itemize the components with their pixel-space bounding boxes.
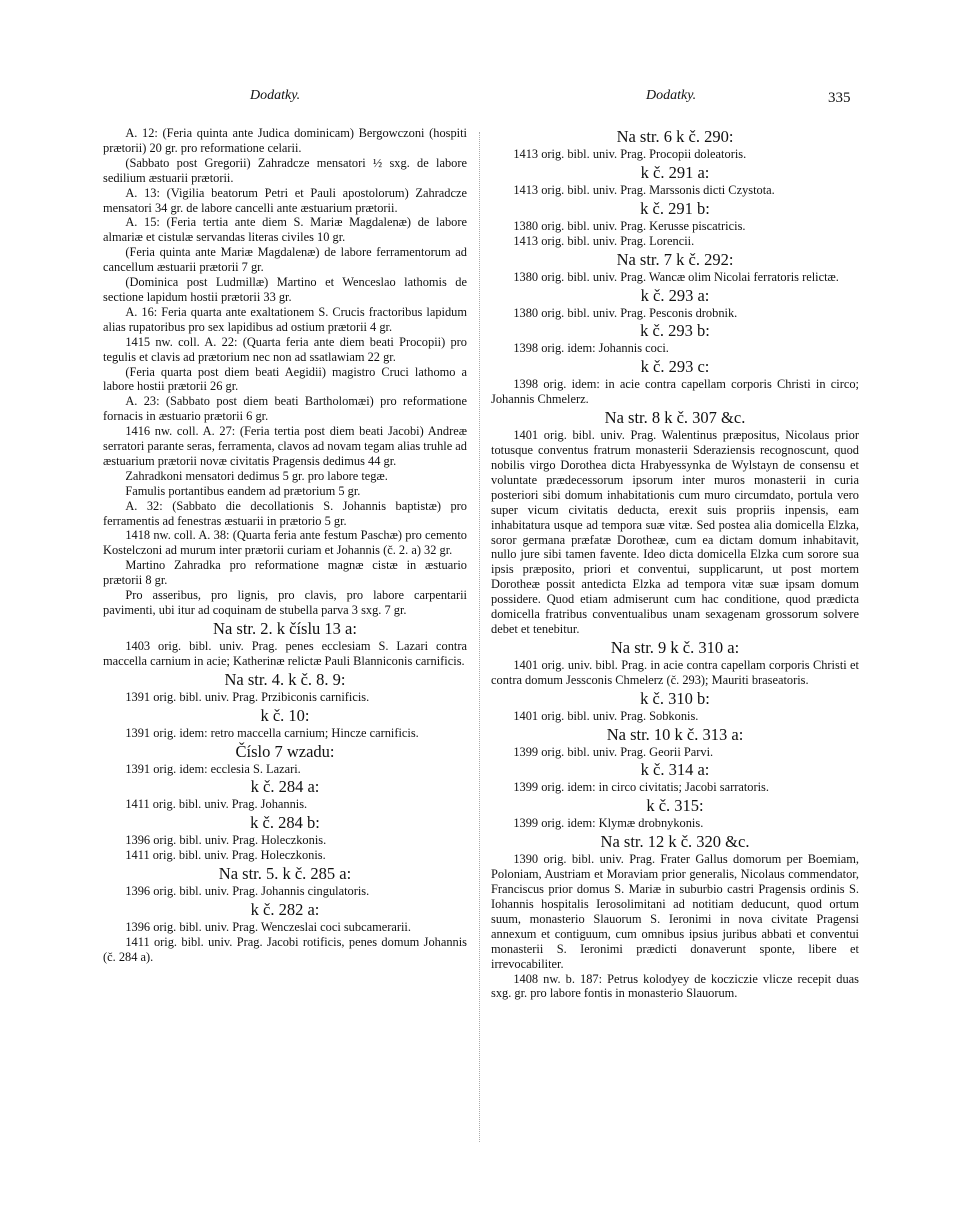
section-heading: k č. 291 b:: [640, 198, 710, 218]
section-heading: k č. 10:: [260, 705, 310, 725]
entry-paragraph: 1399 orig. idem: in circo civitatis; Jacobi sarratoris.: [513, 780, 769, 795]
section-heading: k č. 291 a:: [640, 162, 710, 182]
section-heading: Na str. 9 k č. 310 a:: [610, 637, 740, 657]
entry-paragraph: 1396 orig. bibl. univ. Prag. Wenczeslai coci subcamerarii.: [125, 920, 411, 935]
entry-paragraph: 1398 orig. idem: Johannis coci.: [513, 341, 669, 356]
entry-paragraph: (Feria quinta ante Mariæ Magdalenæ) de labore ferramentorum ad cancellum æstuarii prætorii 7 gr.: [103, 245, 467, 275]
section-heading: k č. 284 b:: [250, 813, 320, 833]
entry-paragraph: 1390 orig. bibl. univ. Prag. Frater Gallus domorum per Boemiam, Poloniam, Austriam et Moraviam prior generalis, Nicolaus commendator, Franciscus prior domus S. Mariæ in suburbio castri Pragensis ordinis S. Iohannis hospitalis Ierosolimitani ad notitiam deducunt, quod ortum suum, monasterio Slauorum S. Ieronimi in nova civitate Pragensi annexum et contiguum, cum omnibus ipsius juribus abbati et conventui monasterii S. Ieronimi prædicti donaverunt sponte, libere et irrevocabiliter.: [491, 852, 859, 971]
entry-paragraph: 1380 orig. bibl. univ. Prag. Kerusse piscatricis.: [513, 218, 746, 233]
section-heading: k č. 284 a:: [250, 777, 320, 797]
entry-paragraph: 1391 orig. bibl. univ. Prag. Przibiconis carnificis.: [125, 689, 370, 704]
section-heading: k č. 310 b:: [640, 688, 710, 708]
entry-paragraph: 1380 orig. bibl. univ. Prag. Pesconis drobnik.: [513, 305, 738, 320]
entry-paragraph: 1401 orig. bibl. univ. Prag. Walentinus præpositus, Nicolaus prior totusque conventus fratrum monasterii Sderaziensis recognoscunt, quod nobilis virgo Dorothea dicta Hrabyessynka de Wylstayn de consensu et voluntate prædecessorum ipsorum inter muros monasterii in curia posteriori sibi domum inhabitationis cum muro circumdato, portula vero super vicum civitatis deducta, erexit suis propriis inpensis, eam inhabitatura usque ad tempora suæ vitæ. Sed postea alia domicella Elzka, soror germana præfatæ Dorotheæ, cum ea dictam domum inhabitavit, nullo jure sibi tamen favente. Ideo dicta domicella Elzka cum sorore sua ipsis præposito, priori et conventui, supplicarunt, ut post mortem Dorotheæ possit antedicta Elzka ad tempora vitæ suæ ipsam domum possidere. Quod etiam admiserunt cum hac conditione, quod prædicta domicella fratribus conventualibus unam sexagenam grossorum solvere debet et tenebitur.: [491, 428, 859, 636]
section-heading: k č. 293 b:: [640, 321, 710, 341]
section-heading: k č. 293 a:: [640, 285, 710, 305]
entry-paragraph: 1396 orig. bibl. univ. Prag. Johannis cingulatoris.: [125, 884, 370, 899]
entry-paragraph: 1411 orig. bibl. univ. Prag. Jacobi rotificis, penes domum Johannis (č. 284 a).: [103, 934, 467, 964]
entry-paragraph: 1415 nw. coll. A. 22: (Quarta feria ante diem beati Procopii) pro tegulis et clavis ad prætorium nec non ad ssatlawiam 22 gr.: [103, 334, 467, 364]
section-heading: Na str. 5. k č. 285 a:: [218, 864, 352, 884]
entry-paragraph: 1391 orig. idem: ecclesia S. Lazari.: [125, 761, 301, 776]
right-column: [491, 126, 859, 1001]
entry-paragraph: 1391 orig. idem: retro maccella carnium; Hincze carnificis.: [125, 725, 419, 740]
column-divider: [479, 132, 480, 1142]
section-heading: k č. 293 c:: [640, 357, 710, 377]
section-heading: Na str. 12 k č. 320 &c.: [600, 832, 750, 852]
entry-paragraph: A. 15: (Feria tertia ante diem S. Mariæ Magdalenæ) de labore almariæ et cistulæ servandas literas civiles 10 gr.: [103, 215, 467, 245]
section-heading: Na str. 6 k č. 290:: [616, 127, 734, 146]
left-column: [103, 126, 467, 965]
entry-paragraph: A. 13: (Vigilia beatorum Petri et Pauli apostolorum) Zahradcze mensatori 34 gr. de labore cancelli ante æstuarium prætorii.: [103, 185, 467, 215]
running-head-left: Dodatky.: [250, 88, 301, 103]
entry-paragraph: 1403 orig. bibl. univ. Prag. penes ecclesiam S. Lazari contra maccella carnium in acie; Katherinæ relictæ Pauli Blanniconis carnificis.: [103, 638, 467, 668]
entry-paragraph: Zahradkoni mensatori dedimus 5 gr. pro labore tegæ.: [125, 468, 388, 483]
entry-paragraph: Famulis portantibus eandem ad prætorium 5 gr.: [125, 483, 361, 498]
section-heading: Číslo 7 wzadu:: [235, 741, 335, 761]
entry-paragraph: 1401 orig. univ. bibl. Prag. in acie contra capellam corporis Christi et contra domum Jessconis Chmelerz (č. 293); Mauriti braseatoris.: [491, 657, 859, 687]
entry-paragraph: 1398 orig. idem: in acie contra capellam corporis Christi in circo; Johannis Chmelerz.: [491, 377, 859, 407]
entry-paragraph: 1380 orig. bibl. univ. Prag. Wancæ olim Nicolai ferratoris relictæ.: [513, 269, 839, 284]
section-heading: Na str. 10 k č. 313 a:: [606, 724, 744, 744]
running-head-right: Dodatky.: [646, 88, 697, 103]
entry-paragraph: A. 23: (Sabbato post diem beati Bartholomæi) pro reformatione fornacis in æstuario prætorii 6 gr.: [103, 394, 467, 424]
entry-paragraph: 1411 orig. bibl. univ. Prag. Johannis.: [125, 797, 308, 812]
entry-paragraph: 1408 nw. b. 187: Petrus kolodyey de kocziczie vlicze recepit duas sxg. gr. pro labore fontis in monasterio Slauorum.: [491, 971, 859, 1001]
section-heading: Na str. 8 k č. 307 &c.: [604, 408, 746, 428]
section-heading: Na str. 2. k číslu 13 a:: [213, 618, 357, 638]
section-heading: k č. 315:: [646, 796, 704, 816]
entry-paragraph: Martino Zahradka pro reformatione magnæ cistæ in æstuario prætorii 8 gr.: [103, 558, 467, 588]
entry-paragraph: 1396 orig. bibl. univ. Prag. Holeczkonis.: [125, 833, 327, 848]
entry-paragraph: 1401 orig. bibl. univ. Prag. Sobkonis.: [513, 708, 699, 723]
entry-paragraph: 1416 nw. coll. A. 27: (Feria tertia post diem beati Jacobi) Andreæ serratori parante seras, ferramenta, clavos ad novam tegam alias truhle ad æstuarium prætorii novæ civitatis Pragensis dedimus 44 gr.: [103, 424, 467, 468]
entry-paragraph: A. 16: Feria quarta ante exaltationem S. Crucis fractoribus lapidum alias rupatoribus pro sex lapidibus ad ostium prætorii 4 gr.: [103, 304, 467, 334]
entry-paragraph: A. 12: (Feria quinta ante Judica dominicam) Bergowczoni (hospiti prætorii) 20 gr. pro reformatione celarii.: [103, 126, 467, 155]
section-heading: k č. 282 a:: [250, 900, 320, 920]
page-number: 335: [828, 90, 851, 106]
entry-paragraph: (Sabbato post Gregorii) Zahradcze mensatori ½ sxg. de labore sedilium æstuarii prætorii.: [103, 155, 467, 185]
section-heading: Na str. 4. k č. 8. 9:: [224, 669, 346, 689]
entry-paragraph: 1413 orig. bibl. univ. Prag. Marssonis dicti Czystota.: [513, 182, 775, 197]
entry-paragraph: (Feria quarta post diem beati Aegidii) magistro Cruci lathomo a labore hostii prætorii 26 gr.: [103, 364, 467, 394]
section-heading: k č. 314 a:: [640, 760, 710, 780]
entry-paragraph: A. 32: (Sabbato die decollationis S. Johannis baptistæ) pro ferramentis ad fenestras æstuarii in prætorio 5 gr.: [103, 498, 467, 528]
entry-paragraph: 1413 orig. bibl. univ. Prag. Procopii doleatoris.: [513, 147, 747, 161]
entry-paragraph: 1413 orig. bibl. univ. Prag. Lorencii.: [513, 233, 695, 248]
entry-paragraph: 1418 nw. coll. A. 38: (Quarta feria ante festum Paschæ) pro cemento Kostelczoni ad murum inter prætorii curiam et Johannis (č. 2. a) 32 gr.: [103, 528, 467, 558]
entry-paragraph: 1399 orig. idem: Klymæ drobnykonis.: [513, 816, 704, 831]
entry-paragraph: Pro asseribus, pro lignis, pro clavis, pro labore carpentarii pavimenti, ubi itur ad coquinam de stubella parva 3 sxg. 7 gr.: [103, 588, 467, 617]
section-heading: Na str. 7 k č. 292:: [616, 249, 734, 269]
entry-paragraph: 1399 orig. bibl. univ. Prag. Georii Parvi.: [513, 744, 714, 759]
entry-paragraph: (Dominica post Ludmillæ) Martino et Wenceslao lathomis de sectione lapidum hostii prætorii 33 gr.: [103, 275, 467, 304]
entry-paragraph: 1411 orig. bibl. univ. Prag. Holeczkonis.: [125, 848, 326, 863]
